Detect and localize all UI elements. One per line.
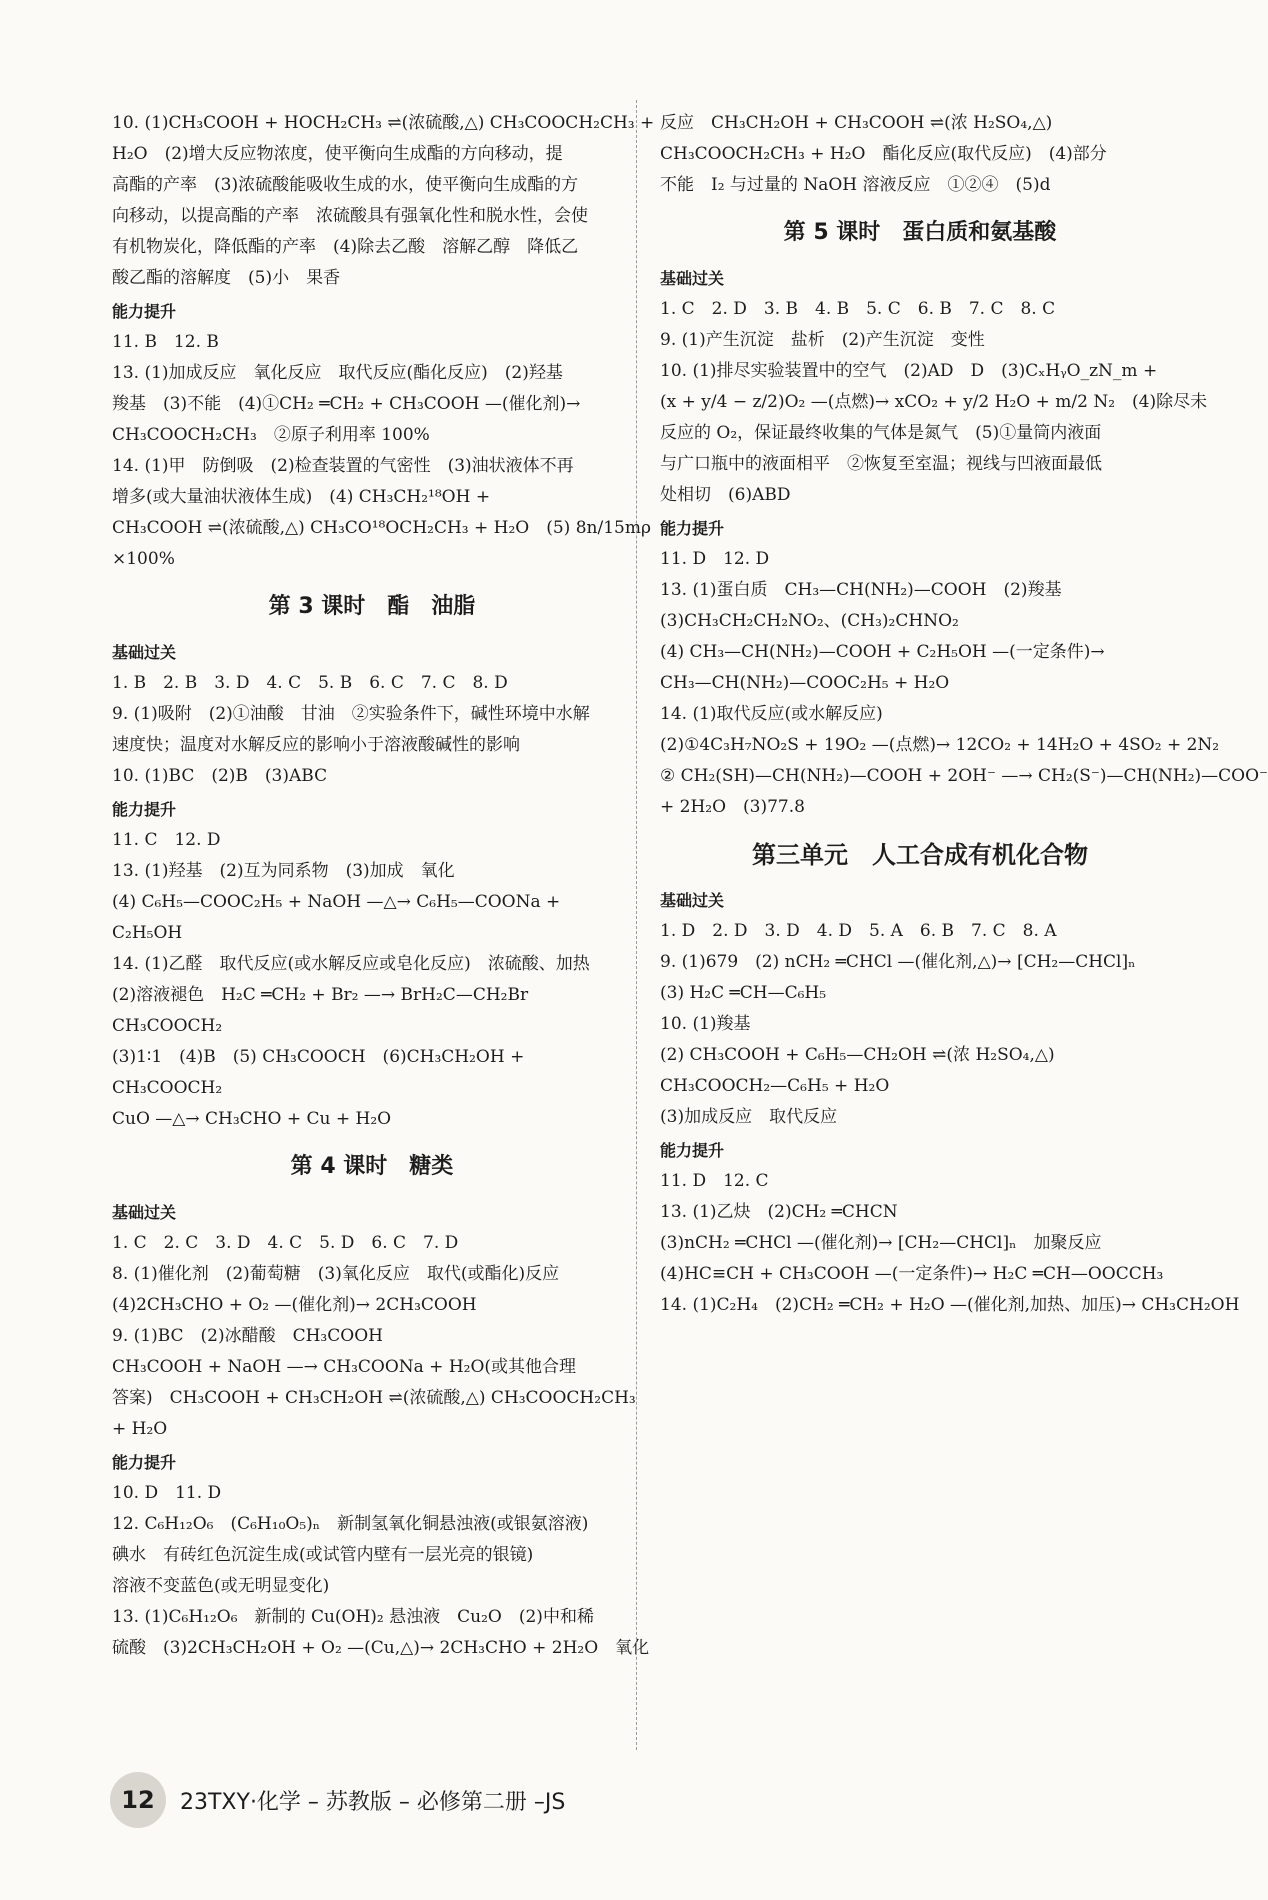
answer-line: (3)1∶1 (4)B (5) CH₃COOCH (6)CH₃CH₂OH +: [112, 1047, 525, 1067]
lesson-heading: 第 4 课时 糖类: [290, 1154, 454, 1179]
answer-line: 速度快；温度对水解反应的影响小于溶液酸碱性的影响: [112, 735, 520, 755]
answer-line: CH₃COOCH₂: [112, 1078, 223, 1098]
answer-line: 1. C 2. D 3. B 4. B 5. C 6. B 7. C 8. C: [660, 299, 1056, 319]
section-label: 基础过关: [112, 1203, 177, 1222]
answer-line: (4)HC≡CH + CH₃COOH —(一定条件)→ H₂C ═CH—OOCCH₃: [660, 1264, 1164, 1284]
answer-line: CH₃—CH(NH₂)—COOC₂H₅ + H₂O: [660, 673, 950, 693]
answer-line: ② CH₂(SH)—CH(NH₂)—COOH + 2OH⁻ —→ CH₂(S⁻)—CH(NH₂)—COO⁻: [660, 766, 1268, 786]
answer-line: 反应的 O₂，保证最终收集的气体是氮气 (5)①量筒内液面: [660, 423, 1102, 443]
answer-line: C₂H₅OH: [112, 923, 183, 943]
answer-line: ×100%: [112, 549, 175, 569]
right-column: [660, 108, 1268, 1321]
answer-line: 1. C 2. C 3. D 4. C 5. D 6. C 7. D: [112, 1233, 459, 1253]
answer-line: (2) CH₃COOH + C₆H₅—CH₂OH ⇌(浓 H₂SO₄,△): [660, 1045, 1055, 1065]
page-footer: [110, 1772, 565, 1828]
answer-line: 11. D 12. D: [660, 549, 770, 569]
answer-line: 10. (1)羧基: [660, 1014, 751, 1034]
answer-line: 13. (1)羟基 (2)互为同系物 (3)加成 氧化: [112, 861, 455, 881]
answer-line: 8. (1)催化剂 (2)葡萄糖 (3)氧化反应 取代(或酯化)反应: [112, 1264, 560, 1284]
answer-line: (3)nCH₂ ═CHCl —(催化剂)→ [CH₂—CHCl]ₙ 加聚反应: [660, 1233, 1102, 1253]
answer-line: 答案) CH₃COOH + CH₃CH₂OH ⇌(浓硫酸,△) CH₃COOCH₂CH₃: [112, 1388, 636, 1408]
answer-line: (3)加成反应 取代反应: [660, 1107, 838, 1127]
answer-line: CH₃COOCH₂CH₃ ②原子利用率 100%: [112, 425, 430, 445]
answer-line: 13. (1)蛋白质 CH₃—CH(NH₂)—COOH (2)羧基: [660, 580, 1062, 600]
answer-line: (x + y/4 − z/2)O₂ —(点燃)→ xCO₂ + y/2 H₂O + m/2 N₂ (4)除尽未: [660, 392, 1208, 412]
answer-line: CH₃COOCH₂: [112, 1016, 223, 1036]
lesson-heading: 第 5 课时 蛋白质和氨基酸: [783, 220, 1057, 245]
answer-line: 13. (1)加成反应 氧化反应 取代反应(酯化反应) (2)羟基: [112, 363, 563, 383]
book-info: 23TXY·化学 – 苏教版 – 必修第二册 –JS: [180, 1789, 566, 1815]
answer-line: CH₃COOH ⇌(浓硫酸,△) CH₃CO¹⁸OCH₂CH₃ + H₂O (5) 8n/15mρ: [112, 518, 651, 538]
answer-line: 处相切 (6)ABD: [660, 485, 791, 505]
section-label: 能力提升: [660, 519, 725, 538]
answer-line: 14. (1)甲 防倒吸 (2)检查装置的气密性 (3)油状液体不再: [112, 456, 574, 476]
section-label: 基础过关: [660, 891, 725, 910]
answer-line: 13. (1)C₆H₁₂O₆ 新制的 Cu(OH)₂ 悬浊液 Cu₂O (2)中和稀: [112, 1607, 594, 1627]
answer-line: 9. (1)吸附 (2)①油酸 甘油 ②实验条件下，碱性环境中水解: [112, 704, 590, 724]
section-label: 能力提升: [660, 1141, 725, 1160]
section-label: 能力提升: [112, 1453, 177, 1472]
answer-line: 羧基 (3)不能 (4)①CH₂ ═CH₂ + CH₃COOH —(催化剂)→: [112, 394, 581, 414]
answer-line: 11. D 12. C: [660, 1171, 769, 1191]
left-column: [112, 108, 655, 1664]
answer-line: (2)溶液褪色 H₂C ═CH₂ + Br₂ —→ BrH₂C—CH₂Br: [112, 985, 529, 1005]
section-label: 能力提升: [112, 302, 177, 321]
lesson-heading: 第 3 课时 酯 油脂: [268, 594, 476, 619]
answer-line: H₂O (2)增大反应物浓度，使平衡向生成酯的方向移动，提: [112, 144, 563, 164]
section-label: 基础过关: [112, 643, 177, 662]
answer-line: 9. (1)BC (2)冰醋酸 CH₃COOH: [112, 1326, 383, 1346]
section-label: 基础过关: [660, 269, 725, 288]
answer-line: (4) CH₃—CH(NH₂)—COOH + C₂H₅OH —(一定条件)→: [660, 642, 1105, 662]
answer-line: 溶液不变蓝色(或无明显变化): [112, 1576, 330, 1596]
answer-line: 12. C₆H₁₂O₆ (C₆H₁₀O₅)ₙ 新制氢氧化铜悬浊液(或银氨溶液): [112, 1514, 589, 1534]
answer-line: 14. (1)取代反应(或水解反应): [660, 704, 883, 724]
answer-line: 与广口瓶中的液面相平 ②恢复至室温；视线与凹液面最低: [660, 454, 1102, 474]
answer-line: (4)2CH₃CHO + O₂ —(催化剂)→ 2CH₃COOH: [112, 1295, 477, 1315]
answer-line: 10. D 11. D: [112, 1483, 222, 1503]
answer-line: CuO —△→ CH₃CHO + Cu + H₂O: [112, 1109, 392, 1129]
answer-line: 10. (1)排尽实验装置中的空气 (2)AD D (3)CₓHᵧO_zN_m +: [660, 361, 1158, 381]
answer-line: 硫酸 (3)2CH₃CH₂OH + O₂ —(Cu,△)→ 2CH₃CHO + 2H₂O 氧化: [112, 1638, 650, 1658]
answer-line: (2)①4C₃H₇NO₂S + 19O₂ —(点燃)→ 12CO₂ + 14H₂O + 4SO₂ + 2N₂: [660, 735, 1220, 755]
answer-line: 14. (1)C₂H₄ (2)CH₂ ═CH₂ + H₂O —(催化剂,加热、加压)→ CH₃CH₂OH: [660, 1295, 1240, 1315]
answer-line: 增多(或大量油状液体生成) (4) CH₃CH₂¹⁸OH +: [112, 487, 491, 507]
answer-line: 碘水 有砖红色沉淀生成(或试管内壁有一层光亮的银镜): [112, 1545, 534, 1565]
answer-line: 14. (1)乙醛 取代反应(或水解反应或皂化反应) 浓硫酸、加热: [112, 954, 590, 974]
answer-line: 9. (1)产生沉淀 盐析 (2)产生沉淀 变性: [660, 330, 985, 350]
answer-line: CH₃COOCH₂CH₃ + H₂O 酯化反应(取代反应) (4)部分: [660, 144, 1107, 164]
page-number: 12: [110, 1772, 166, 1828]
answer-line: 有机物炭化，降低酯的产率 (4)除去乙酸 溶解乙醇 降低乙: [112, 237, 579, 257]
answer-line: 11. B 12. B: [112, 332, 219, 352]
answer-line: 酸乙酯的溶解度 (5)小 果香: [112, 268, 341, 288]
answer-line: 11. C 12. D: [112, 830, 221, 850]
answer-line: (4) C₆H₅—COOC₂H₅ + NaOH —△→ C₆H₅—COONa +: [112, 892, 561, 912]
unit-heading: 第三单元 人工合成有机化合物: [752, 841, 1088, 869]
answer-line: 13. (1)乙炔 (2)CH₂ ═CHCN: [660, 1202, 898, 1222]
answer-line: 10. (1)CH₃COOH + HOCH₂CH₃ ⇌(浓硫酸,△) CH₃COOCH₂CH₃ +: [112, 113, 655, 133]
column-divider: [636, 100, 637, 1750]
answer-line: 1. D 2. D 3. D 4. D 5. A 6. B 7. C 8. A: [660, 921, 1057, 941]
answer-line: 1. B 2. B 3. D 4. C 5. B 6. C 7. C 8. D: [112, 673, 508, 693]
answer-line: 向移动，以提高酯的产率 浓硫酸具有强氧化性和脱水性，会使: [112, 206, 588, 226]
answer-line: (3)CH₃CH₂CH₂NO₂、(CH₃)₂CHNO₂: [660, 611, 959, 631]
answer-line: 高酯的产率 (3)浓硫酸能吸收生成的水，使平衡向生成酯的方: [112, 175, 579, 195]
answer-line: 9. (1)679 (2) nCH₂ ═CHCl —(催化剂,△)→ [CH₂—CHCl]ₙ: [660, 952, 1136, 972]
section-label: 能力提升: [112, 800, 177, 819]
answer-line: + 2H₂O (3)77.8: [660, 797, 805, 817]
answer-line: (3) H₂C ═CH—C₆H₅: [660, 983, 827, 1003]
answer-line: CH₃COOH + NaOH —→ CH₃COONa + H₂O(或其他合理: [112, 1357, 577, 1377]
answer-line: + H₂O: [112, 1419, 168, 1439]
answer-line: 反应 CH₃CH₂OH + CH₃COOH ⇌(浓 H₂SO₄,△): [660, 113, 1053, 133]
answer-line: CH₃COOCH₂—C₆H₅ + H₂O: [660, 1076, 890, 1096]
answer-line: 10. (1)BC (2)B (3)ABC: [112, 766, 328, 786]
answer-line: 不能 I₂ 与过量的 NaOH 溶液反应 ①②④ (5)d: [660, 175, 1051, 195]
